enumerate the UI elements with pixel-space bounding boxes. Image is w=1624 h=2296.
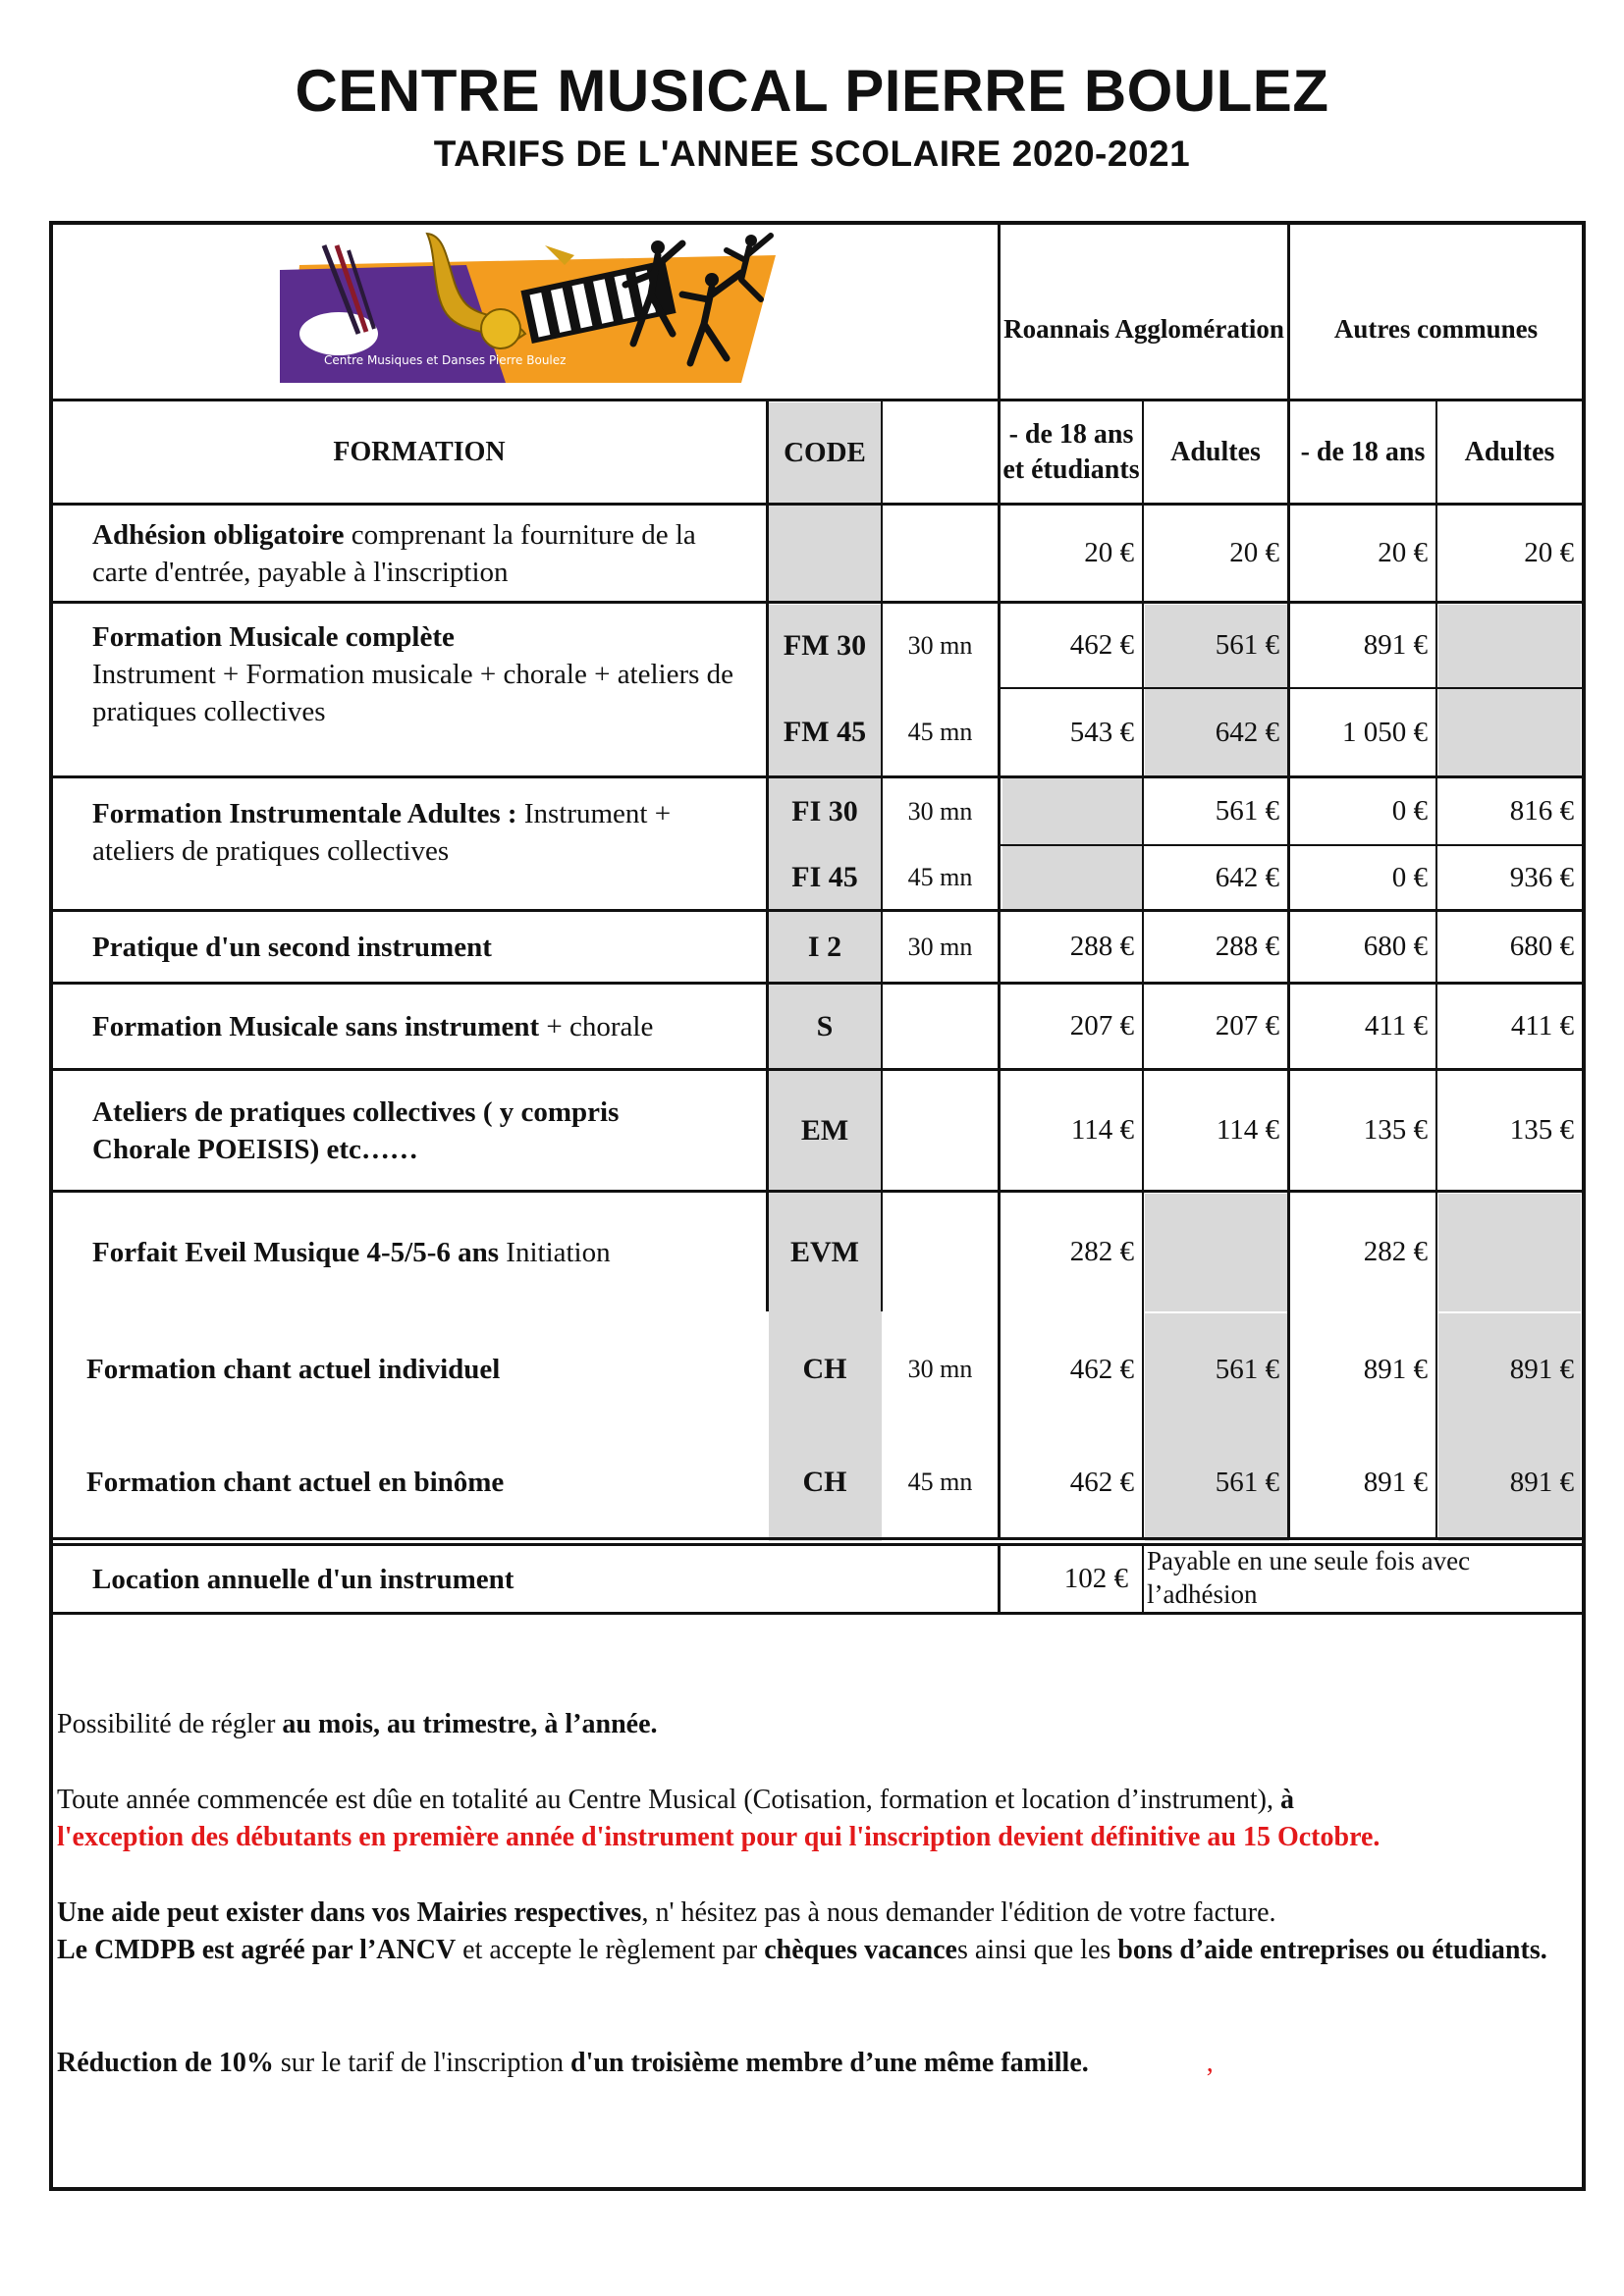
- duration-ch1: 30 mn: [907, 1355, 973, 1383]
- evm-label-rest: Initiation: [499, 1236, 611, 1268]
- price-cell: 891 €: [1363, 629, 1428, 661]
- price-cell: 20 €: [1229, 537, 1279, 568]
- frame-bottom: [49, 2187, 1586, 2191]
- header-adults-autres: Adultes: [1464, 436, 1555, 467]
- logo-caption: Centre Musiques et Danses Pierre Boulez: [324, 353, 567, 367]
- hline: [49, 1537, 1586, 1540]
- em-label-bold: Ateliers de pratiques collectives ( y compris Chorale POEISIS) etc……: [92, 1095, 620, 1165]
- adhesion-label-bold: Adhésion obligatoire: [92, 518, 345, 551]
- note-text: s ainsi que les: [956, 1935, 1118, 1965]
- note-text: Toute année commencée est dûe en totalité au Centre Musical (Cotisation, formation et location d’instrument),: [57, 1785, 1280, 1815]
- code-fm30: FM 30: [783, 628, 867, 662]
- shade-evm-adults: [1145, 1194, 1289, 1311]
- row-fm-label: [53, 618, 766, 756]
- price-cell: 462 €: [1069, 1353, 1134, 1385]
- price-cell: 642 €: [1215, 716, 1279, 748]
- row-fi-label: [53, 795, 766, 883]
- price-cell: 561 €: [1215, 629, 1279, 661]
- row-s-label: [53, 985, 766, 1068]
- note-aide: [57, 1895, 1549, 1932]
- note-text-bold: au mois, au trimestre, à l’année.: [282, 1709, 658, 1739]
- row-location-label: [53, 1546, 996, 1612]
- duration-ch2: 45 mn: [907, 1468, 973, 1496]
- header-code: CODE: [784, 436, 866, 468]
- code-fi45: FI 45: [791, 861, 858, 893]
- price-cell: 891 €: [1509, 1466, 1574, 1498]
- price-cell: 543 €: [1069, 716, 1134, 748]
- price-cell: 135 €: [1509, 1114, 1574, 1146]
- code-ch1: CH: [802, 1353, 847, 1385]
- note-text-bold: Réduction de 10%: [57, 2048, 274, 2078]
- price-cell: 288 €: [1069, 931, 1134, 962]
- logo: [280, 226, 790, 393]
- duration-fi30: 30 mn: [907, 796, 973, 826]
- ch1-label-bold: Formation chant actuel individuel: [86, 1354, 501, 1385]
- duration-fi45: 45 mn: [907, 863, 973, 891]
- location-note: Payable en une seule fois avec l’adhésion: [1147, 1546, 1471, 1609]
- price-cell: 891 €: [1509, 1353, 1574, 1385]
- note-text-bold: Le CMDPB est agréé par l’ANCV: [57, 1935, 457, 1965]
- note-text-bold: Une aide peut exister dans vos Mairies respectives: [57, 1897, 642, 1928]
- price-cell: 561 €: [1215, 1353, 1279, 1385]
- header-under18: - de 18 ans: [1300, 436, 1426, 467]
- price-cell: 207 €: [1215, 1010, 1279, 1041]
- price-cell: 282 €: [1363, 1236, 1428, 1267]
- price-cell: 282 €: [1069, 1236, 1134, 1267]
- location-label-bold: Location annuelle d'un instrument: [92, 1563, 514, 1595]
- price-cell: 0 €: [1391, 861, 1428, 893]
- note-text-red: ,: [1206, 2048, 1214, 2078]
- frame-top: [49, 221, 1586, 225]
- price-cell: 20 €: [1524, 537, 1574, 568]
- ch2-label-bold: Formation chant actuel en binôme: [86, 1467, 505, 1498]
- header-adults: Adultes: [1170, 436, 1261, 467]
- row-ch2-label: [53, 1428, 766, 1536]
- duration-fm45: 45 mn: [907, 718, 973, 746]
- note-text-bold: bons d’aide entreprises ou étudiants.: [1117, 1935, 1547, 1965]
- note-text-red: l'exception des débutants en première année d'instrument pour qui l'inscription devient définitive au 15 Octobre.: [57, 1822, 1380, 1852]
- note-text-bold: à: [1280, 1785, 1294, 1815]
- price-cell: 891 €: [1363, 1466, 1428, 1498]
- price-cell: 680 €: [1509, 931, 1574, 962]
- code-ch2: CH: [802, 1466, 847, 1498]
- note-text: et accepte le règlement par: [456, 1935, 765, 1965]
- code-i2: I 2: [807, 930, 842, 963]
- shade-code-adhesion: [769, 505, 882, 602]
- price-cell: 816 €: [1509, 795, 1574, 827]
- duration-fm30: 30 mn: [907, 630, 973, 660]
- page-title: CENTRE MUSICAL PIERRE BOULEZ: [295, 58, 1329, 124]
- frame-right: [1582, 221, 1586, 2191]
- price-cell: 680 €: [1363, 931, 1428, 962]
- note-ancv: [57, 1932, 1549, 1969]
- adhesion-label-rest: comprenant la fourniture de la carte d'entrée, payable à l'inscription: [92, 518, 696, 588]
- code-evm: EVM: [790, 1235, 859, 1268]
- price-cell: 891 €: [1363, 1353, 1428, 1385]
- fi-label-rest: Instrument + ateliers de pratiques collectives: [92, 798, 672, 867]
- price-cell: 411 €: [1364, 1010, 1428, 1041]
- code-s: S: [816, 1009, 834, 1042]
- fm-label-bold: Formation Musicale complète: [92, 621, 455, 653]
- note-payment: [57, 1706, 1549, 1743]
- i2-label-bold: Pratique d'un second instrument: [92, 931, 492, 963]
- fi-label-bold: Formation Instrumentale Adultes :: [92, 798, 517, 829]
- price-cell: 462 €: [1069, 1466, 1134, 1498]
- row-em-label: [53, 1071, 740, 1190]
- price-cell: 936 €: [1509, 861, 1574, 893]
- note-text-bold: d'un troisième membre d’une même famille.: [570, 2048, 1089, 2078]
- row-adhesion-label: [53, 506, 766, 601]
- header-formation: FORMATION: [333, 436, 506, 467]
- code-em: EM: [800, 1113, 849, 1147]
- page-subtitle: TARIFS DE L'ANNEE SCOLAIRE 2020-2021: [433, 133, 1191, 174]
- header-under18-students: - de 18 ans et étudiants: [1002, 418, 1140, 485]
- hline: [49, 1612, 1586, 1615]
- note-text: sur le tarif de l'inscription: [273, 2048, 570, 2078]
- row-evm-label: [53, 1193, 766, 1311]
- vline: [1142, 1543, 1144, 1614]
- price-cell: 20 €: [1084, 537, 1134, 568]
- location-price: 102 €: [1063, 1563, 1128, 1594]
- price-cell: 288 €: [1215, 931, 1279, 962]
- duration-i2: 30 mn: [907, 932, 973, 961]
- note-year: [57, 1782, 1549, 1856]
- price-cell: 135 €: [1363, 1114, 1428, 1146]
- s-label-rest: + chorale: [539, 1010, 654, 1042]
- code-fi30: FI 30: [791, 794, 858, 828]
- s-label-bold: Formation Musicale sans instrument: [92, 1010, 540, 1042]
- row-ch1-label: [53, 1315, 766, 1423]
- price-cell: 561 €: [1215, 1466, 1279, 1498]
- code-fm45: FM 45: [783, 716, 867, 748]
- evm-label-bold: Forfait Eveil Musique 4-5/5-6 ans: [92, 1236, 500, 1268]
- fm-label-rest: Instrument + Formation musicale + chorale + ateliers de pratiques collectives: [92, 659, 734, 727]
- price-cell: 207 €: [1069, 1010, 1134, 1041]
- note-text: , n' hésitez pas à nous demander l'édition de votre facture.: [641, 1897, 1276, 1928]
- price-cell: 0 €: [1391, 795, 1428, 827]
- shade-evm-autres-adults: [1438, 1194, 1581, 1311]
- note-text-bold: chèques vacance: [764, 1935, 957, 1965]
- price-cell: 20 €: [1378, 537, 1428, 568]
- price-cell: 642 €: [1215, 861, 1279, 893]
- shade-fm-autres-adults: [1438, 605, 1581, 775]
- note-text: Possibilité de régler: [57, 1709, 283, 1739]
- note-reduction: [57, 2045, 1549, 2082]
- price-cell: 1 050 €: [1342, 716, 1428, 748]
- price-cell: 114 €: [1070, 1114, 1134, 1146]
- price-cell: 114 €: [1216, 1114, 1279, 1146]
- row-i2-label: [53, 912, 766, 982]
- price-cell: 411 €: [1510, 1010, 1574, 1041]
- header-roannais: Roannais Agglomération: [1003, 314, 1284, 344]
- header-autres: Autres communes: [1333, 314, 1539, 344]
- price-cell: 462 €: [1069, 629, 1134, 661]
- price-cell: 561 €: [1215, 795, 1279, 827]
